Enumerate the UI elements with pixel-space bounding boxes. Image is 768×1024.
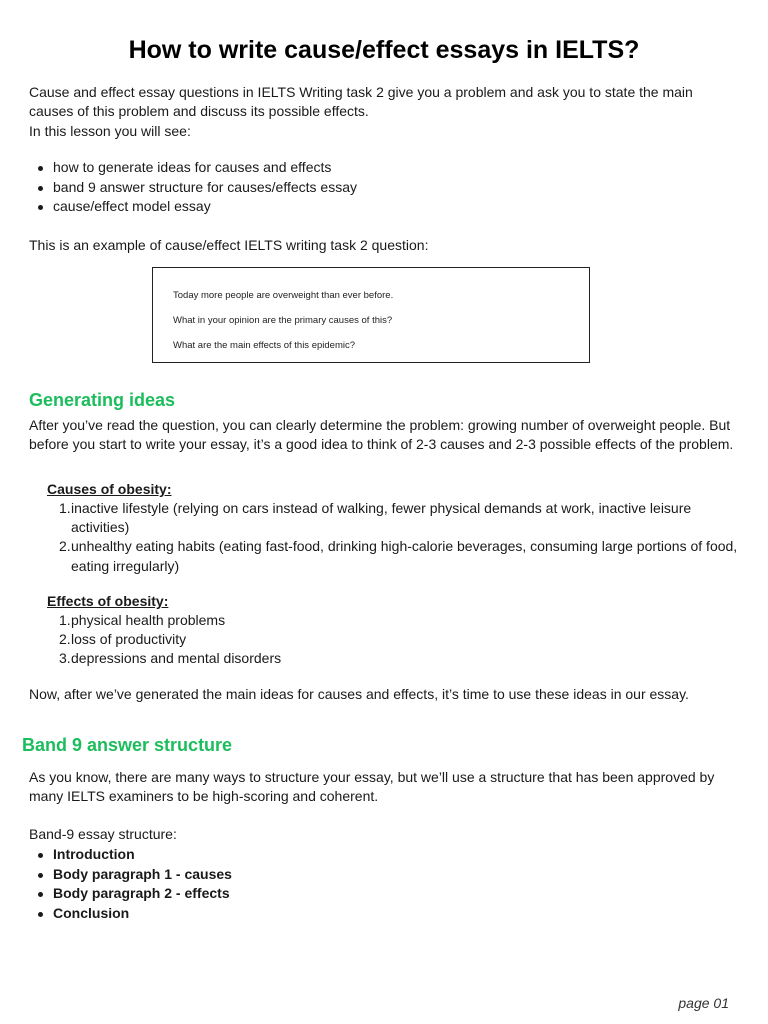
page-title: How to write cause/effect essays in IELTS? xyxy=(128,36,640,64)
effect-text: loss of productivity xyxy=(71,631,187,648)
list-item: cause/effect model essay xyxy=(29,197,357,217)
question-line: Today more people are overweight than ever before. xyxy=(173,290,394,301)
cause-text: inactive lifestyle (relying on cars instead of walking, fewer physical demands at work, inactive leisure activities) xyxy=(71,500,692,536)
ideas-closing: Now, after we’ve generated the main ideas for causes and effects, it’s time to use these ideas in our essay. xyxy=(29,686,689,702)
question-line: What in your opinion are the primary causes of this? xyxy=(173,315,393,326)
list-item: 1. physical health problems xyxy=(59,612,226,628)
intro-lesson-lead: In this lesson you will see: xyxy=(29,123,191,139)
list-item: Conclusion xyxy=(29,904,232,924)
question-line: What are the main effects of this epidemic? xyxy=(173,340,355,351)
effects-label: Effects of obesity: xyxy=(47,593,169,609)
generating-ideas-paragraph: After you’ve read the question, you can clearly determine the problem: growing number of overweight people. But before you start to write your essay, it’s a good idea to think of 2-3 causes and 2-3 possible effects of the problem. xyxy=(29,417,734,453)
list-item: Introduction xyxy=(29,845,232,865)
list-item: 2. loss of productivity xyxy=(59,631,187,648)
effect-text: depressions and mental disorders xyxy=(71,650,282,667)
list-item: Body paragraph 2 - effects xyxy=(29,884,232,904)
structure-list xyxy=(29,845,232,923)
lesson-bullet-list xyxy=(29,158,357,217)
page-number: page 01 xyxy=(678,995,729,1011)
list-item: band 9 answer structure for causes/effects essay xyxy=(29,178,357,198)
intro-paragraph: Cause and effect essay questions in IELTS Writing task 2 give you a problem and ask you to state the main causes of this problem and discuss its possible effects. xyxy=(29,84,693,120)
effect-text: physical health problems xyxy=(71,612,226,628)
list-item: 2. unhealthy eating habits (eating fast-food, drinking high-calorie beverages, consuming large portions of food, eating irregularly) xyxy=(59,538,738,574)
band9-paragraph: As you know, there are many ways to structure your essay, but we’ll use a structure that has been approved by many IELTS examiners to be high-scoring and coherent. xyxy=(29,769,715,805)
list-item: 1. inactive lifestyle (relying on cars instead of walking, fewer physical demands at work, inactive leisure activities) xyxy=(59,500,692,536)
causes-list xyxy=(47,499,747,576)
effects-list xyxy=(47,611,747,669)
structure-label: Band-9 essay structure: xyxy=(29,826,177,842)
example-lead: This is an example of cause/effect IELTS writing task 2 question: xyxy=(29,237,429,253)
list-item: how to generate ideas for causes and effects xyxy=(29,158,357,178)
list-item: 3. depressions and mental disorders xyxy=(59,650,282,667)
list-item: Body paragraph 1 - causes xyxy=(29,865,232,885)
generating-ideas-heading: Generating ideas xyxy=(29,390,176,410)
causes-label: Causes of obesity: xyxy=(47,481,172,497)
cause-text: unhealthy eating habits (eating fast-food, drinking high-calorie beverages, consuming large portions of food, eating irregularly) xyxy=(71,538,738,574)
question-box xyxy=(152,267,590,363)
band9-heading: Band 9 answer structure xyxy=(22,735,233,755)
